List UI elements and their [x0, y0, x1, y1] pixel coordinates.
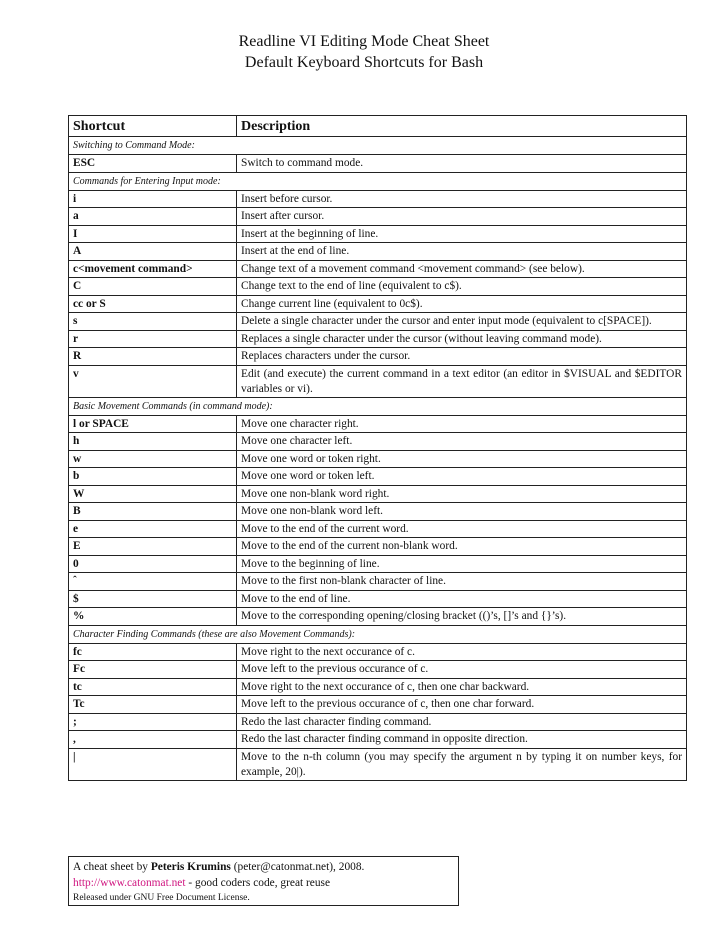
- shortcut-description: Insert before cursor.: [237, 190, 687, 208]
- table-row: [69, 278, 687, 296]
- title-block: [0, 31, 728, 73]
- table-row: [69, 608, 687, 626]
- table-row: [69, 485, 687, 503]
- shortcut-description: Move one non-blank word left.: [237, 503, 687, 521]
- page-subtitle: Default Keyboard Shortcuts for Bash: [244, 54, 484, 71]
- shortcut-key: ESC: [69, 155, 237, 173]
- shortcut-key: s: [69, 313, 237, 331]
- table-row: [69, 260, 687, 278]
- shortcut-key: C: [69, 278, 237, 296]
- table-row: [69, 573, 687, 591]
- table-row: [69, 503, 687, 521]
- table-row: [69, 468, 687, 486]
- shortcut-description: Move to the first non-blank character of line.: [237, 573, 687, 591]
- header-shortcut: Shortcut: [69, 116, 237, 137]
- shortcut-description: Redo the last character finding command.: [237, 713, 687, 731]
- shortcut-description: Move one character left.: [237, 433, 687, 451]
- shortcut-key: a: [69, 208, 237, 226]
- shortcut-table: [68, 115, 687, 781]
- table-row: [69, 538, 687, 556]
- shortcut-description: Replaces a single character under the cursor (without leaving command mode).: [237, 330, 687, 348]
- table-row: [69, 696, 687, 714]
- shortcut-description: Insert after cursor.: [237, 208, 687, 226]
- shortcut-description: Switch to command mode.: [237, 155, 687, 173]
- shortcut-key: A: [69, 243, 237, 261]
- shortcut-key: i: [69, 190, 237, 208]
- shortcut-key: I: [69, 225, 237, 243]
- shortcut-key: c<movement command>: [69, 260, 237, 278]
- credit-prefix: A cheat sheet by: [73, 861, 151, 873]
- shortcut-description: Move to the end of line.: [237, 590, 687, 608]
- shortcut-key: v: [69, 365, 237, 397]
- table-row: [69, 208, 687, 226]
- table-row: [69, 155, 687, 173]
- author-name: Peteris Krumins: [150, 861, 231, 873]
- table-header: [69, 116, 687, 137]
- shortcut-key: ˆ: [69, 573, 237, 591]
- header-description: Description: [237, 116, 687, 137]
- shortcut-key: e: [69, 520, 237, 538]
- shortcut-description: Delete a single character under the cursor and enter input mode (equivalent to c[SPACE]).: [237, 313, 687, 331]
- table-row: [69, 433, 687, 451]
- shortcut-key: %: [69, 608, 237, 626]
- shortcut-key: r: [69, 330, 237, 348]
- shortcut-key: b: [69, 468, 237, 486]
- shortcut-description: Move one non-blank word right.: [237, 485, 687, 503]
- footer-box: [68, 856, 459, 906]
- table-row: [69, 555, 687, 573]
- shortcut-description: Move right to the next occurance of c.: [237, 643, 687, 661]
- section-heading: Switching to Command Mode:: [69, 137, 687, 155]
- license-text: Released under GNU Free Document License.: [73, 893, 250, 903]
- shortcut-description: Change text to the end of line (equivalent to c$).: [237, 278, 687, 296]
- shortcut-key: h: [69, 433, 237, 451]
- shortcut-description: Move one character right.: [237, 415, 687, 433]
- table-row: [69, 415, 687, 433]
- shortcut-key: ,: [69, 731, 237, 749]
- shortcut-description: Move to the beginning of line.: [237, 555, 687, 573]
- page-title: Readline VI Editing Mode Cheat Sheet: [238, 33, 490, 50]
- shortcut-key: |: [69, 748, 237, 780]
- table-row: [69, 450, 687, 468]
- shortcut-description: Move to the corresponding opening/closing bracket (()’s, []’s and {}’s).: [237, 608, 687, 626]
- table-row: [69, 295, 687, 313]
- shortcut-description: Move to the n-th column (you may specify the argument n by typing it on number keys, for example, 20|).: [237, 748, 687, 780]
- footer-link-line: [73, 875, 454, 891]
- shortcut-key: tc: [69, 678, 237, 696]
- shortcut-key: w: [69, 450, 237, 468]
- section-heading-row: [69, 625, 687, 643]
- table-row: [69, 313, 687, 331]
- shortcut-key: l or SPACE: [69, 415, 237, 433]
- shortcut-key: ;: [69, 713, 237, 731]
- table-row: [69, 643, 687, 661]
- shortcut-key: W: [69, 485, 237, 503]
- shortcut-description: Move left to the previous occurance of c, then one char forward.: [237, 696, 687, 714]
- table-row: [69, 731, 687, 749]
- shortcut-description: Move left to the previous occurance of c.: [237, 661, 687, 679]
- shortcut-description: Change text of a movement command <movement command> (see below).: [237, 260, 687, 278]
- table-row: [69, 590, 687, 608]
- section-heading: Basic Movement Commands (in command mode):: [69, 397, 687, 415]
- shortcut-key: 0: [69, 555, 237, 573]
- shortcut-description: Replaces characters under the cursor.: [237, 348, 687, 366]
- table-row: [69, 661, 687, 679]
- table-row: [69, 678, 687, 696]
- section-heading-row: [69, 397, 687, 415]
- shortcut-key: E: [69, 538, 237, 556]
- credit-suffix: (peter@catonmat.net), 2008.: [230, 861, 365, 873]
- section-heading: Character Finding Commands (these are also Movement Commands):: [69, 625, 687, 643]
- table-row: [69, 330, 687, 348]
- table-row: [69, 225, 687, 243]
- shortcut-description: Move right to the next occurance of c, then one char backward.: [237, 678, 687, 696]
- shortcut-description: Move one word or token right.: [237, 450, 687, 468]
- table-row: [69, 243, 687, 261]
- shortcut-description: Insert at the beginning of line.: [237, 225, 687, 243]
- shortcut-description: Redo the last character finding command in opposite direction.: [237, 731, 687, 749]
- shortcut-description: Change current line (equivalent to 0c$).: [237, 295, 687, 313]
- section-heading-row: [69, 172, 687, 190]
- table-row: [69, 348, 687, 366]
- shortcut-key: fc: [69, 643, 237, 661]
- shortcut-description: Move to the end of the current non-blank word.: [237, 538, 687, 556]
- website-link[interactable]: http://www.catonmat.net: [73, 877, 186, 889]
- table-row: [69, 520, 687, 538]
- shortcut-key: B: [69, 503, 237, 521]
- table-row: [69, 713, 687, 731]
- tagline: - good coders code, great reuse: [185, 877, 331, 889]
- section-heading: Commands for Entering Input mode:: [69, 172, 687, 190]
- shortcut-key: cc or S: [69, 295, 237, 313]
- footer-credit: [73, 859, 454, 875]
- section-heading-row: [69, 137, 687, 155]
- table-row: [69, 748, 687, 780]
- shortcut-description: Insert at the end of line.: [237, 243, 687, 261]
- shortcut-description: Edit (and execute) the current command in a text editor (an editor in $VISUAL and $EDITOR variables or vi).: [237, 365, 687, 397]
- table-row: [69, 190, 687, 208]
- shortcut-description: Move to the end of the current word.: [237, 520, 687, 538]
- shortcut-key: R: [69, 348, 237, 366]
- shortcut-key: Fc: [69, 661, 237, 679]
- shortcut-description: Move one word or token left.: [237, 468, 687, 486]
- table-row: [69, 365, 687, 397]
- shortcut-key: $: [69, 590, 237, 608]
- shortcut-key: Tc: [69, 696, 237, 714]
